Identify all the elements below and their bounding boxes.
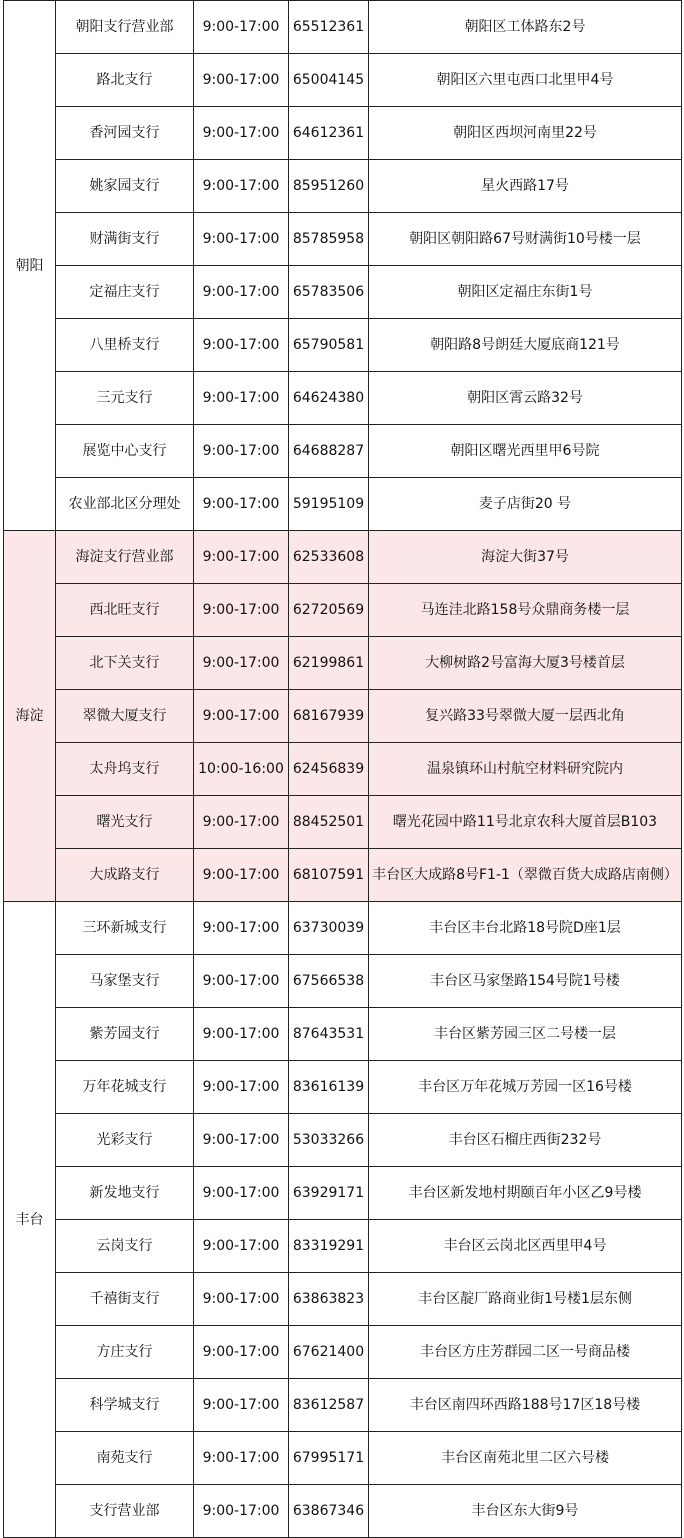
- branch-name-cell: 三环新城支行: [56, 902, 194, 955]
- table-row: [4, 266, 682, 319]
- branch-name-cell: 南苑支行: [56, 1432, 194, 1485]
- branch-name-cell: 八里桥支行: [56, 319, 194, 372]
- address-cell: 朝阳区曙光西里甲6号院: [369, 425, 682, 478]
- branch-name-cell: 北下关支行: [56, 637, 194, 690]
- address-cell: 丰台区新发地村期颐百年小区乙9号楼: [369, 1167, 682, 1220]
- phone-cell: 83612587: [289, 1379, 369, 1432]
- table-row: [4, 531, 682, 584]
- phone-cell: 53033266: [289, 1114, 369, 1167]
- hours-cell: 9:00-17:00: [194, 690, 289, 743]
- hours-cell: 9:00-17:00: [194, 1061, 289, 1114]
- phone-cell: 87643531: [289, 1008, 369, 1061]
- hours-cell: 9:00-17:00: [194, 319, 289, 372]
- phone-cell: 64624380: [289, 372, 369, 425]
- address-cell: 丰台区南四环西路188号17区18号楼: [369, 1379, 682, 1432]
- branch-name-cell: 太舟坞支行: [56, 743, 194, 796]
- address-cell: 丰台区万年花城万芳园一区16号楼: [369, 1061, 682, 1114]
- phone-cell: 63730039: [289, 902, 369, 955]
- branch-name-cell: 海淀支行营业部: [56, 531, 194, 584]
- phone-cell: 67566538: [289, 955, 369, 1008]
- hours-cell: 9:00-17:00: [194, 478, 289, 531]
- phone-cell: 67995171: [289, 1432, 369, 1485]
- hours-cell: 9:00-17:00: [194, 584, 289, 637]
- address-cell: 大柳树路2号富海大厦3号楼首层: [369, 637, 682, 690]
- phone-cell: 85951260: [289, 160, 369, 213]
- branch-name-cell: 姚家园支行: [56, 160, 194, 213]
- phone-cell: 67621400: [289, 1326, 369, 1379]
- phone-cell: 59195109: [289, 478, 369, 531]
- hours-cell: 9:00-17:00: [194, 213, 289, 266]
- branch-name-cell: 三元支行: [56, 372, 194, 425]
- address-cell: 丰台区马家堡路154号院1号楼: [369, 955, 682, 1008]
- branch-name-cell: 香河园支行: [56, 107, 194, 160]
- table-row: [4, 902, 682, 955]
- branch-name-cell: 支行营业部: [56, 1485, 194, 1538]
- address-cell: 曙光花园中路11号北京农科大厦首层B103: [369, 796, 682, 849]
- table-row: [4, 160, 682, 213]
- hours-cell: 9:00-17:00: [194, 160, 289, 213]
- district-cell: 朝阳: [4, 1, 56, 531]
- hours-cell: 9:00-17:00: [194, 955, 289, 1008]
- address-cell: 朝阳区霄云路32号: [369, 372, 682, 425]
- address-cell: 朝阳区六里屯西口北里甲4号: [369, 54, 682, 107]
- table-row: [4, 478, 682, 531]
- table-row: [4, 107, 682, 160]
- branch-name-cell: 科学城支行: [56, 1379, 194, 1432]
- table-row: [4, 1220, 682, 1273]
- branch-name-cell: 展览中心支行: [56, 425, 194, 478]
- phone-cell: 64612361: [289, 107, 369, 160]
- branch-name-cell: 翠微大厦支行: [56, 690, 194, 743]
- table-row: [4, 1061, 682, 1114]
- table-row: [4, 54, 682, 107]
- branch-name-cell: 西北旺支行: [56, 584, 194, 637]
- address-cell: 丰台区云岗北区西里甲4号: [369, 1220, 682, 1273]
- hours-cell: 10:00-16:00: [194, 743, 289, 796]
- table-row: [4, 796, 682, 849]
- hours-cell: 9:00-17:00: [194, 1485, 289, 1538]
- phone-cell: 62199861: [289, 637, 369, 690]
- address-cell: 朝阳区西坝河南里22号: [369, 107, 682, 160]
- address-cell: 丰台区紫芳园三区二号楼一层: [369, 1008, 682, 1061]
- address-cell: 丰台区大成路8号F1-1（翠微百货大成路店南侧）: [369, 849, 682, 902]
- address-cell: 朝阳区工体路东2号: [369, 1, 682, 54]
- branch-name-cell: 农业部北区分理处: [56, 478, 194, 531]
- address-cell: 马连洼北路158号众鼎商务楼一层: [369, 584, 682, 637]
- phone-cell: 64688287: [289, 425, 369, 478]
- table-row: [4, 1326, 682, 1379]
- address-cell: 星火西路17号: [369, 160, 682, 213]
- address-cell: 丰台区东大街9号: [369, 1485, 682, 1538]
- branch-name-cell: 千禧街支行: [56, 1273, 194, 1326]
- hours-cell: 9:00-17:00: [194, 1432, 289, 1485]
- hours-cell: 9:00-17:00: [194, 1326, 289, 1379]
- branch-name-cell: 财满街支行: [56, 213, 194, 266]
- branch-name-cell: 万年花城支行: [56, 1061, 194, 1114]
- table-row: [4, 213, 682, 266]
- address-cell: 麦子店街20 号: [369, 478, 682, 531]
- phone-cell: 63867346: [289, 1485, 369, 1538]
- phone-cell: 65512361: [289, 1, 369, 54]
- table-row: [4, 1114, 682, 1167]
- hours-cell: 9:00-17:00: [194, 637, 289, 690]
- hours-cell: 9:00-17:00: [194, 902, 289, 955]
- phone-cell: 62456839: [289, 743, 369, 796]
- table-row: [4, 372, 682, 425]
- phone-cell: 65790581: [289, 319, 369, 372]
- phone-cell: 63929171: [289, 1167, 369, 1220]
- hours-cell: 9:00-17:00: [194, 425, 289, 478]
- table-row: [4, 584, 682, 637]
- address-cell: 丰台区石榴庄西街232号: [369, 1114, 682, 1167]
- address-cell: 朝阳区定福庄东街1号: [369, 266, 682, 319]
- table-row: [4, 955, 682, 1008]
- hours-cell: 9:00-17:00: [194, 1220, 289, 1273]
- branch-name-cell: 新发地支行: [56, 1167, 194, 1220]
- table-row: [4, 1008, 682, 1061]
- hours-cell: 9:00-17:00: [194, 1008, 289, 1061]
- branch-table: [3, 0, 682, 1538]
- hours-cell: 9:00-17:00: [194, 266, 289, 319]
- address-cell: 丰台区南苑北里二区六号楼: [369, 1432, 682, 1485]
- hours-cell: 9:00-17:00: [194, 54, 289, 107]
- district-cell: 海淀: [4, 531, 56, 902]
- phone-cell: 68167939: [289, 690, 369, 743]
- table-row: [4, 690, 682, 743]
- branch-name-cell: 云岗支行: [56, 1220, 194, 1273]
- table-row: [4, 1, 682, 54]
- address-cell: 丰台区靛厂路商业街1号楼1层东侧: [369, 1273, 682, 1326]
- address-cell: 朝阳路8号朗廷大厦底商121号: [369, 319, 682, 372]
- branch-name-cell: 马家堡支行: [56, 955, 194, 1008]
- table-row: [4, 1167, 682, 1220]
- phone-cell: 62720569: [289, 584, 369, 637]
- branch-name-cell: 路北支行: [56, 54, 194, 107]
- branch-name-cell: 定福庄支行: [56, 266, 194, 319]
- branch-name-cell: 方庄支行: [56, 1326, 194, 1379]
- address-cell: 海淀大街37号: [369, 531, 682, 584]
- table-row: [4, 1432, 682, 1485]
- hours-cell: 9:00-17:00: [194, 796, 289, 849]
- branch-name-cell: 光彩支行: [56, 1114, 194, 1167]
- hours-cell: 9:00-17:00: [194, 1, 289, 54]
- phone-cell: 85785958: [289, 213, 369, 266]
- phone-cell: 65004145: [289, 54, 369, 107]
- table-row: [4, 425, 682, 478]
- table-row: [4, 849, 682, 902]
- hours-cell: 9:00-17:00: [194, 531, 289, 584]
- hours-cell: 9:00-17:00: [194, 1167, 289, 1220]
- address-cell: 复兴路33号翠微大厦一层西北角: [369, 690, 682, 743]
- branch-name-cell: 朝阳支行营业部: [56, 1, 194, 54]
- phone-cell: 65783506: [289, 266, 369, 319]
- table-row: [4, 1273, 682, 1326]
- branch-table-body: [4, 1, 682, 1538]
- hours-cell: 9:00-17:00: [194, 1114, 289, 1167]
- hours-cell: 9:00-17:00: [194, 1379, 289, 1432]
- phone-cell: 63863823: [289, 1273, 369, 1326]
- phone-cell: 83319291: [289, 1220, 369, 1273]
- table-row: [4, 743, 682, 796]
- phone-cell: 68107591: [289, 849, 369, 902]
- table-row: [4, 319, 682, 372]
- table-row: [4, 1379, 682, 1432]
- address-cell: 朝阳区朝阳路67号财满街10号楼一层: [369, 213, 682, 266]
- phone-cell: 88452501: [289, 796, 369, 849]
- address-cell: 丰台区方庄芳群园二区一号商品楼: [369, 1326, 682, 1379]
- branch-name-cell: 紫芳园支行: [56, 1008, 194, 1061]
- hours-cell: 9:00-17:00: [194, 372, 289, 425]
- branch-name-cell: 曙光支行: [56, 796, 194, 849]
- hours-cell: 9:00-17:00: [194, 107, 289, 160]
- branch-name-cell: 大成路支行: [56, 849, 194, 902]
- hours-cell: 9:00-17:00: [194, 1273, 289, 1326]
- table-row: [4, 637, 682, 690]
- address-cell: 丰台区丰台北路18号院D座1层: [369, 902, 682, 955]
- phone-cell: 62533608: [289, 531, 369, 584]
- table-row: [4, 1485, 682, 1538]
- hours-cell: 9:00-17:00: [194, 849, 289, 902]
- district-cell: 丰台: [4, 902, 56, 1538]
- phone-cell: 83616139: [289, 1061, 369, 1114]
- address-cell: 温泉镇环山村航空材料研究院内: [369, 743, 682, 796]
